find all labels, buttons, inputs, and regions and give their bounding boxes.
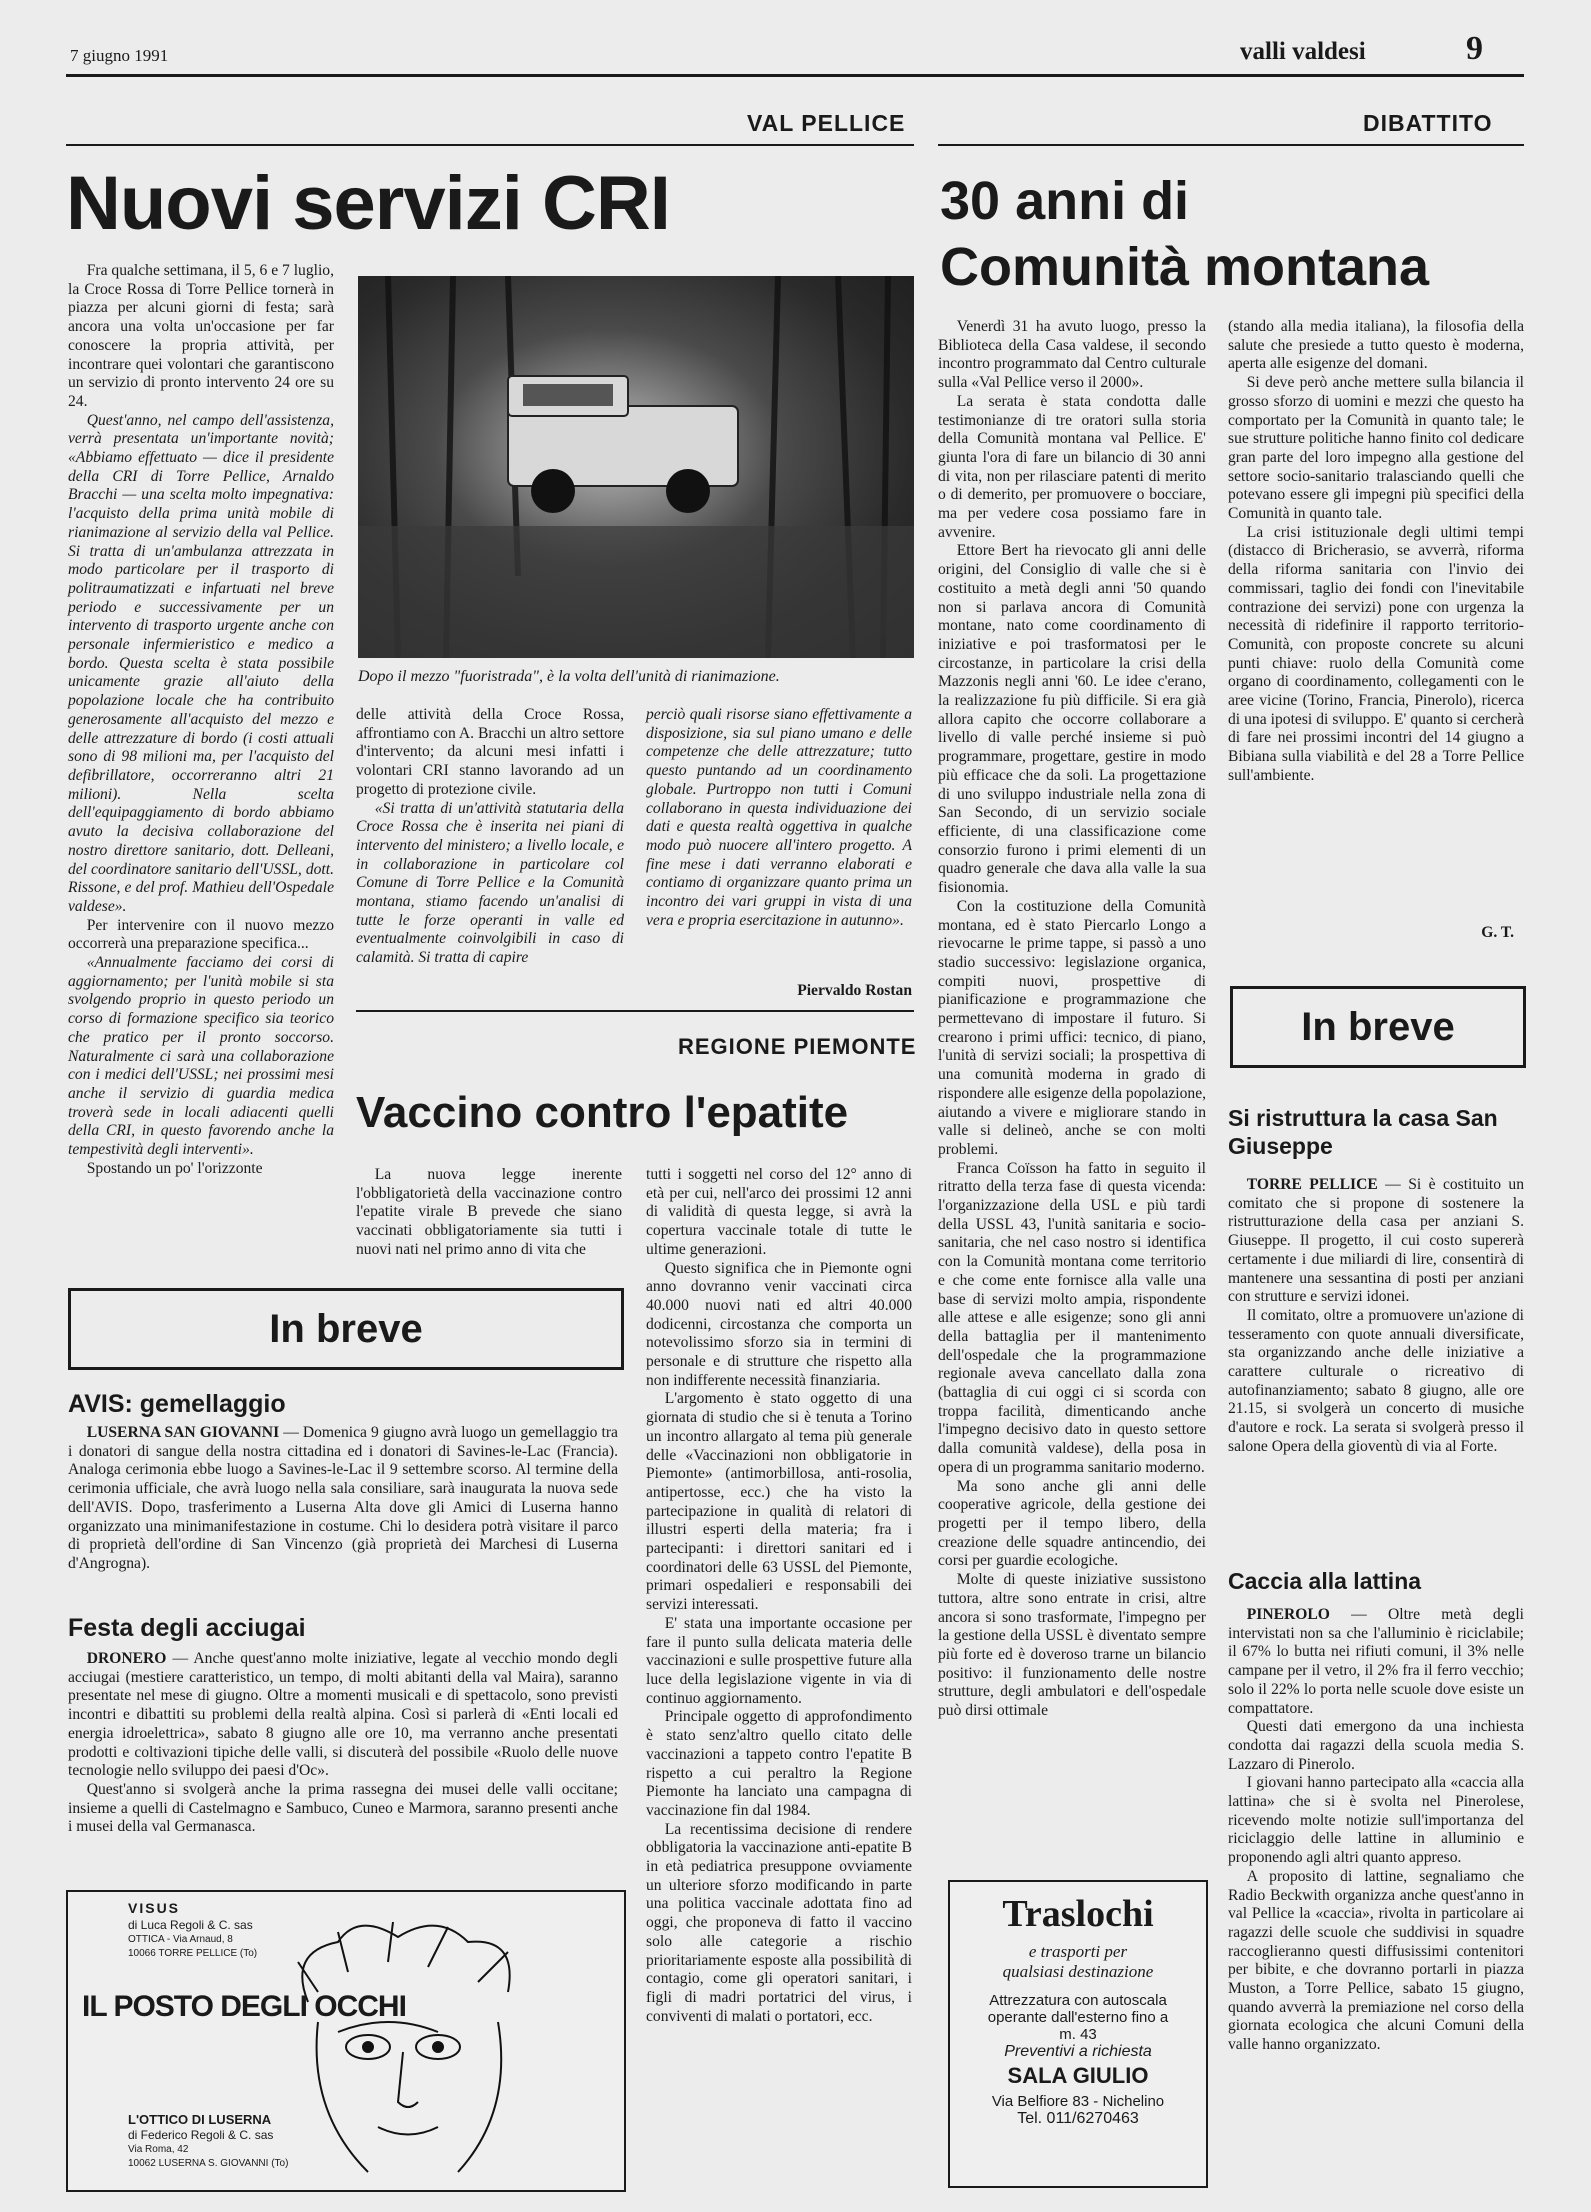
- cri-c2-p2: «Si tratta di un'attività statutaria della Croce Rossa che è inserita nei piani di intervento del ministero; a livello locale, e in collaborazione in particolare col Comune di Torre Pellice e la Comunità montana, stiamo facendo un'analisi di tutte le forze operanti in valle ed eventualmente coinvolgibili in caso di calamità. Si tratta di capire: [356, 799, 624, 967]
- lattina-body-2: Questi dati emergono da una inchiesta condotta dai ragazzi della scuola media S. Lazzaro di Pinerolo.: [1228, 1718, 1524, 1773]
- vaccino-column-2: [646, 1166, 912, 2026]
- vaccino-c2-p3: L'argomento è stato oggetto di una giornata di studio che si è tenuta a Torino un incontro allargato al tema più generale delle «Vaccinazioni non obbligatorie in Piemonte» (antimorbillosa, anti-rosolia, antipertosse, ecc.) che ha visto la partecipazione in qualità di relatori di illustri esperti della materia; fra i partecipanti: i direttori sanitari ed i coordinatori delle 63 USSL del Piemonte, primari ospedalieri e responsabili dei servizi interessati.: [646, 1390, 912, 1614]
- vaccino-rule: [356, 1010, 914, 1012]
- cri-c3-p1: perciò quali risorse siano effettivamente a disposizione, sia sul piano umano e delle competenze che delle attrezzature; tutto questo puntando ad un coordinamento globale. Purtroppo non tutti i Comuni collaborano in questa individuazione dei dati e questa realtà oggettiva in qualche modo può nuocere all'intero progetto. A fine mese i dati verranno elaborati e contiamo di organizzare quanto prima un incontro dei vari gruppi in vista di una vera e propria esercitazione in autunno».: [646, 706, 912, 929]
- cri-c1-p1: Fra qualche settimana, il 5, 6 e 7 luglio, la Croce Rossa di Torre Pellice tornerà in piazza per alcuni giorni di festa; sarà ancora una volta un'occasione per far conoscere la propria attività, per incontrare quei volontari che garantiscono un servizio di pronto intervento 24 ore su 24.: [68, 262, 334, 410]
- traslochi-line-8: Via Belfiore 83 - Nichelino: [991, 2093, 1165, 2110]
- visus-line-3: 10066 TORRE PELLICE (To): [128, 1948, 258, 1959]
- lattina-lead: PINEROLO: [1246, 1606, 1330, 1623]
- cri-column-1: [68, 262, 334, 1178]
- traslochi-line-2: qualsiasi destinazione: [1002, 1962, 1154, 1981]
- vaccino-kicker: REGIONE PIEMONTE: [678, 1034, 917, 1059]
- festa-body-2: Quest'anno si svolgerà anche la prima rassegna dei musei delle valli occitane; insieme a quelli di Castelmagno e Sambuco, Cuneo e Marmora, saranno presenti anche i musei della val Germanasca.: [68, 1780, 618, 1836]
- san-giuseppe-text: [1228, 1176, 1524, 1457]
- in-breve-right-box: In breve: [1230, 986, 1526, 1068]
- visus-face-illustration: [248, 1912, 578, 2182]
- comunita-c2-p1: (stando alla media italiana), la filosofia della salute che presiede a tutto questo è moderna, aperta alle esigenze del domani.: [1228, 318, 1524, 373]
- san-giuseppe-headline: Si ristruttura la casa San Giuseppe: [1228, 1105, 1498, 1159]
- vaccino-c1-p1: La nuova legge inerente l'obbligatorietà della vaccinazione contro l'epatite virale B prevede che siano vaccinati obbligatoriamente sia tutti i nuovi nati nel primo anno di vita che: [356, 1166, 622, 1258]
- traslochi-line-5: m. 43: [1059, 2026, 1097, 2043]
- comunita-c1-p3: Ettore Bert ha rievocato gli anni delle origini, del Consiglio di valle che si è costituito a metà degli anni '50 quando non si parlava ancora di Comunità montane, nato come coordinamento di iniziative e poi trasformatosi per le circostanze, in particolare la crisi della Mazzonis negli anni '60. Le idee c'erano, la realizzazione fu più difficile. Si era già allora capito che occorre collaborare a livello di valle perché insieme si può programmare, progettare, gestire in modo più efficace che da soli. La progettazione di uno sviluppo industriale nella zona di San Secondo, di un servizio sociale efficiente, di una classificazione come consorzio furono i primi elementi di un quadro generale che dava alla valle la sua fisionomia.: [938, 542, 1206, 897]
- visus-line-2: OTTICA - Via Arnaud, 8: [128, 1934, 233, 1945]
- cri-c1-p5: Spostando un po' l'orizzonte: [86, 1159, 263, 1177]
- header-page-number: 9: [1466, 30, 1483, 67]
- lattina-headline: Caccia alla lattina: [1228, 1568, 1422, 1594]
- cri-headline: Nuovi servizi CRI: [66, 161, 670, 246]
- vaccino-c2-p6: La recentissima decisione di rendere obbligatoria la vaccinazione anti-epatite B in età pediatrica presuppone ovviamente un ulteriore sforzo modificando in parte una politica vaccinale adottata fino ad oggi, che proponeva di fatto il vaccino solo alle categorie a rischio prioritariamente esposte alla possibilità di contagio, come gli operatori sanitari, i figli di madri portatrici del virus, i conviventi di malati o portatori, ecc.: [646, 1820, 912, 2025]
- visus-shop-1: di Federico Regoli & C. sas: [128, 2128, 274, 2142]
- comunita-column-2: [1228, 318, 1524, 786]
- cri-signature: Piervaldo Rostan: [797, 982, 912, 999]
- comunita-c2-p2: Si deve però anche mettere sulla bilancia il grosso sforzo di uomini e mezzi che questo ha comportato per la Comunità in quanto tale; le sue strutture politiche hanno finito col dedicare gran parte del loro impegno alla gestione del settore socio-sanitario tralasciando quelli che potevano essere gli impegni più specifici della Comunità in quanto tale.: [1228, 374, 1524, 523]
- visus-shop-2: Via Roma, 42: [128, 2144, 189, 2155]
- comunita-c1-p1: Venerdì 31 ha avuto luogo, presso la Biblioteca della Casa valdese, il secondo incontro programmato dal Centro culturale sulla «Val Pellice verso il 2000».: [938, 318, 1206, 392]
- visus-line-1: di Luca Regoli & C. sas: [128, 1918, 253, 1932]
- visus-brand: VISUS: [128, 1900, 181, 1916]
- comunita-headline-2: Comunità montana: [940, 237, 1430, 297]
- festa-text: [68, 1650, 618, 1837]
- san-giuseppe-body-2: Il comitato, oltre a promuovere un'azione di tesseramento con quote annuali diversificate, sta organizzando anche delle iniziative a carattere culturale o ricreativo di autofinanziamento; sabato 8 giugno, alle ore 21.15, si svolgerà un concerto di musiche d'autore e rock. La serata si svolgerà presso il salone Opera della gioventù di via al Forte.: [1228, 1306, 1524, 1455]
- traslochi-line-3: Attrezzatura con autoscala: [989, 1992, 1167, 2009]
- in-breve-left-box: In breve: [68, 1288, 624, 1370]
- ad-traslochi: [948, 1880, 1208, 2188]
- festa-headline: Festa degli acciugai: [68, 1614, 306, 1642]
- visus-slogan: IL POSTO DEGLI OCCHI: [82, 1990, 406, 2023]
- cri-photo-caption: Dopo il mezzo "fuoristrada", è la volta dell'unità di rianimazione.: [358, 668, 780, 685]
- vaccino-c2-p2: Questo significa che in Piemonte ogni anno dovranno venir vaccinati circa 40.000 nuovi nati ed altri 40.000 dodicenni, circostanza che comporta un notevolissimo sforzo sia in termini di personale e di strutture che rispetto alla non indifferente necessità finanziaria.: [646, 1259, 912, 1389]
- vaccino-c2-p5: Principale oggetto di approfondimento è stato senz'altro quello citato delle vaccinazioni a tappeto contro l'epatite B rispetto a cui peraltro la Regione Piemonte ha lanciato una campagna di vaccinazione fin dal 1984.: [646, 1708, 912, 1819]
- san-giuseppe-body: — Si è costituito un comitato che si propone di sostenere la ristrutturazione della casa per anziani S. Giuseppe. Il progetto, il cui costo supererà certamente i due miliardi di lire, consentirà di mantenere una sessantina di posti per anziani con strutture e servizi idonei.: [1228, 1176, 1524, 1306]
- lattina-body-3: I giovani hanno partecipato alla «caccia alla lattina» che si è svolta nel Pinerolese, ricevendo molte notizie sull'importanza del riciclaggio delle lattine in alluminio e proponendo agli altri quanto appreso.: [1228, 1774, 1524, 1867]
- visus-shop: L'OTTICO DI LUSERNA: [128, 2112, 272, 2127]
- traslochi-line-1: e trasporti per: [1028, 1942, 1128, 1961]
- avis-lead: LUSERNA SAN GIOVANNI: [86, 1424, 280, 1441]
- ad-visus: [66, 1890, 626, 2192]
- cri-column-2: [356, 706, 624, 968]
- comunita-headline-1: 30 anni di: [940, 171, 1190, 231]
- traslochi-line-7: SALA GIULIO: [1007, 2063, 1149, 2088]
- section-val-pellice: VAL PELLICE: [747, 110, 906, 136]
- cri-photo-illustration: [358, 276, 914, 658]
- header-rule: [66, 74, 1524, 77]
- section-rule-right: [938, 144, 1524, 146]
- section-dibattito: DIBATTITO: [1363, 110, 1493, 136]
- vaccino-column-1: [356, 1166, 622, 1260]
- traslochi-line-6: Preventivi a richiesta: [1004, 2043, 1152, 2060]
- festa-lead: DRONERO: [86, 1650, 167, 1667]
- lattina-text: [1228, 1606, 1524, 2055]
- header-paper-name: valli valdesi: [1240, 38, 1366, 65]
- visus-shop-3: 10062 LUSERNA S. GIOVANNI (To): [128, 2158, 289, 2169]
- cri-photo: [358, 276, 914, 658]
- lattina-body-4: A proposito di lattine, segnaliamo che Radio Beckwith organizza anche quest'anno in val Pellice la «caccia», rivolta in particolare ai ragazzi delle scuole che suddivisi in squadre raccoglieranno questi diffusissimi contenitori per bibite, e che dovranno portarli in piazza Muston, a Torre Pellice, sabato 15 giugno, quando avverrà la premiazione nel corso della giornata ecologica che alcuni Comuni della valle hanno organizzato.: [1228, 1867, 1524, 2054]
- comunita-c2-p3: La crisi istituzionale degli ultimi tempi (distacco di Bricherasio, se avverrà, riforma della riforma sanitaria con l'invio dei commissari, taglio dei fondi con l'inevitabile contrazione dei servizi) pone con urgenza la necessità di ridefinire il rapporto territorio-Comunità, con proposte concrete su alcuni punti chiave: ruolo della Comunità come organo di coordinamento, collegamenti con le aree vicine (Torino, Francia, Pinerolo), ricerca di una ipotesi di sviluppo. E' quanto si cercherà di fare nei prossimi incontri del 14 giugno a Bibiana sulla viabilità e del 28 a Torre Pellice sull'ambiente.: [1228, 523, 1524, 784]
- traslochi-title: Traslochi: [1002, 1893, 1154, 1935]
- comunita-c1-p7: Molte di queste iniziative sussistono tuttora, altre sono entrate in crisi, altre ancora si sono trasformate, l'impegno per la gestione della USSL è diventato sempre più forte ed è doveroso trarne un bilancio positivo: il funzionamento delle nostre strutture, degli ambulatori e dell'ospedale può dirsi ottimale: [938, 1571, 1206, 1720]
- comunita-c1-p6: Ma sono anche gli anni delle cooperative agricole, della gestione dei progetti per il tempo libero, della creazione delle squadre antincendio, dei corsi per guardie ecologiche.: [938, 1477, 1206, 1570]
- comunita-column-1: [938, 318, 1206, 1721]
- comunita-signature: G. T.: [1481, 924, 1514, 941]
- cri-c1-p4: «Annualmente facciamo dei corsi di aggiornamento; per l'unità mobile si sta svolgendo proprio in questo periodo un corso di formazione specifico sia teorico che pratico per il pronto soccorso. Naturalmente ci sarà una collaborazione con i medici dell'USSL; nei prossimi mesi anche il servizio di guardia medica troverà sede in locali adiacenti quelli della CRI, in questo favorendo anche la tempestività degli interventi».: [68, 954, 334, 1159]
- avis-body: — Domenica 9 giugno avrà luogo un gemellaggio tra i donatori di sangue della nostra cittadina ed i donatori di Savines-le-Lac (Francia). Analoga cerimonia ebbe luogo a Savines-le-Lac il 9 settembre scorso. Al termine della cerimonia ufficiale, che avrà luogo nella sala consiliare, sarà inaugurata la nuova sede dell'AVIS. Dopo, trasferimento a Luserna Alta dove gli Amici di Luserna hanno organizzato una minimanifestazione in costume. Chi lo desidera potrà visitare il parco di proprietà dell'ordine di San Vincenzo (già proprietà dei Marchesi di Luserna d'Angrogna).: [68, 1424, 618, 1572]
- avis-headline: AVIS: gemellaggio: [68, 1390, 286, 1418]
- cri-c2-p1: delle attività della Croce Rossa, affrontiamo con A. Bracchi un altro settore d'intervento; da alcuni mesi infatti i volontari CRI stanno lavorando ad un progetto di protezione civile.: [356, 706, 624, 798]
- festa-body: — Anche quest'anno molte iniziative, legate al vecchio mondo degli acciugai (mestiere caratteristico, un tempo, di molti abitanti della val Maira), saranno presentate nel mese di giugno. Oltre a momenti musicali e di spettacolo, sono previsti incontri e dibattiti su problemi della realtà alpina. Così si parlerà di «Enti locali ed energia idroelettrica», sabato 8 giugno alle ore 10, ma verranno anche presentati prodotti e coltivazioni tipiche delle valli, si discuterà del possibile «Ruolo delle nuove tecnologie nello sviluppo dei paesi d'Oc».: [68, 1650, 618, 1780]
- vaccino-c2-p1: tutti i soggetti nel corso del 12° anno di età per cui, nell'arco dei prossimi 12 anni di validità di questa legge, si avrà la copertura vaccinale totale di tutte le ultime generazioni.: [646, 1166, 912, 1258]
- san-giuseppe-lead: TORRE PELLICE: [1246, 1176, 1378, 1193]
- traslochi-line-9: Tel. 011/6270463: [1017, 2110, 1139, 2127]
- avis-text: [68, 1424, 618, 1574]
- vaccino-headline: Vaccino contro l'epatite: [356, 1088, 849, 1137]
- cri-c1-p3: Per intervenire con il nuovo mezzo occorrerà una preparazione specifica...: [68, 916, 334, 953]
- header-date: 7 giugno 1991: [70, 46, 169, 65]
- vaccino-c2-p4: E' stata una importante occasione per fare il punto sulla delicata materia delle vaccinazioni e sulle prospettive future alla luce della legislazione vigente in via di continuo aggiornamento.: [646, 1614, 912, 1707]
- comunita-c1-p2: La serata è stata condotta dalle testimonianze di tre oratori sulla storia della Comunità montana val Pellice. E' giunta l'ora di fare un bilancio di 30 anni di vita, non per rilasciare patenti di merito o di demerito, per promuovere o bocciare, ma per vedere cosa possiamo fare in avvenire.: [938, 392, 1206, 541]
- cri-column-3: [646, 706, 912, 930]
- cri-c1-p2: Quest'anno, nel campo dell'assistenza, verrà presentata un'importante novità; «Abbiamo effettuato — dice il presidente della CRI di Torre Pellice, Arnaldo Bracchi — una scelta molto impegnativa: l'acquisto della prima unità mobile di rianimazione al servizio della val Pellice. Si tratta di un'ambulanza attrezzata in modo particolare per il trasporto di politraumatizzati e infartuati nel breve periodo e successivamente per un intervento di trasporto urgente anche con personale infermieristico e medico a bordo. Questa scelta è stata possibile unicamente grazie all'aiuto della popolazione locale che ha contribuito generosamente all'acquisto del mezzo e delle attrezzature di bordo (i costi attuali sono di 98 milioni ma, per l'acquisto del defibrillatore, occorreranno altri 21 milioni). Nella scelta dell'equipaggiamento di bordo abbiamo avuto la decisiva collaborazione del nostro direttore sanitario, dott. Delleani, del coordinatore sanitario dell'USSL, dott. Rissone, e del prof. Mathieu dell'Ospedale valdese».: [68, 411, 334, 915]
- comunita-c1-p4: Con la costituzione della Comunità montana, ed è stato Piercarlo Longo a rievocarne le prime tappe, si passò a uno stadio successivo: legislazione organica, compiti nuovi, prospettive di pianificazione e programmazione che permettevano di impostare il futuro. Si crearono i primi uffici: tecnico, di piano, l'unità di servizi sociali; la prospettiva di una comunità moderna in grado di rispondere alle esigenze della popolazione, aiutando a vivere e migliorare stando in valle si delineò, anche se con molti problemi.: [938, 897, 1207, 1158]
- comunita-c1-p5: Franca Coïsson ha fatto in seguito il ritratto della terza fase di questa vicenda: l'organizzazione della USL e più tardi della USSL 43, l'unità sanitaria e socio-sanitaria, che nel caso nostro si identifica con la Comunità montana come territorio e che come ente fornisce alla valle una base di servizi molto ampia, rispondente alle attese e alle esigenze; sono gli anni della battaglia per il mantenimento dell'ospedale che la programmazione regionale aveva cancellato dalla zona (battaglia di cui oggi ci si scorda con troppa facilità, dimenticando anche l'impegno decisivo dato in questo settore dalla comunità valdese), della posa in opera di un programma sanitario moderno.: [938, 1159, 1206, 1476]
- lattina-body: — Oltre metà degli intervistati non sa che l'alluminio è riciclabile; il 67% lo butta nei rifiuti comuni, il 3% nelle campane per il vetro, il 2% fra il ferro vecchio; solo il 22% lo porta nelle scuole dove esiste un compattatore.: [1228, 1606, 1524, 1717]
- traslochi-line-4: operante dall'esterno fino a: [987, 2009, 1169, 2026]
- section-rule-left: [66, 144, 914, 146]
